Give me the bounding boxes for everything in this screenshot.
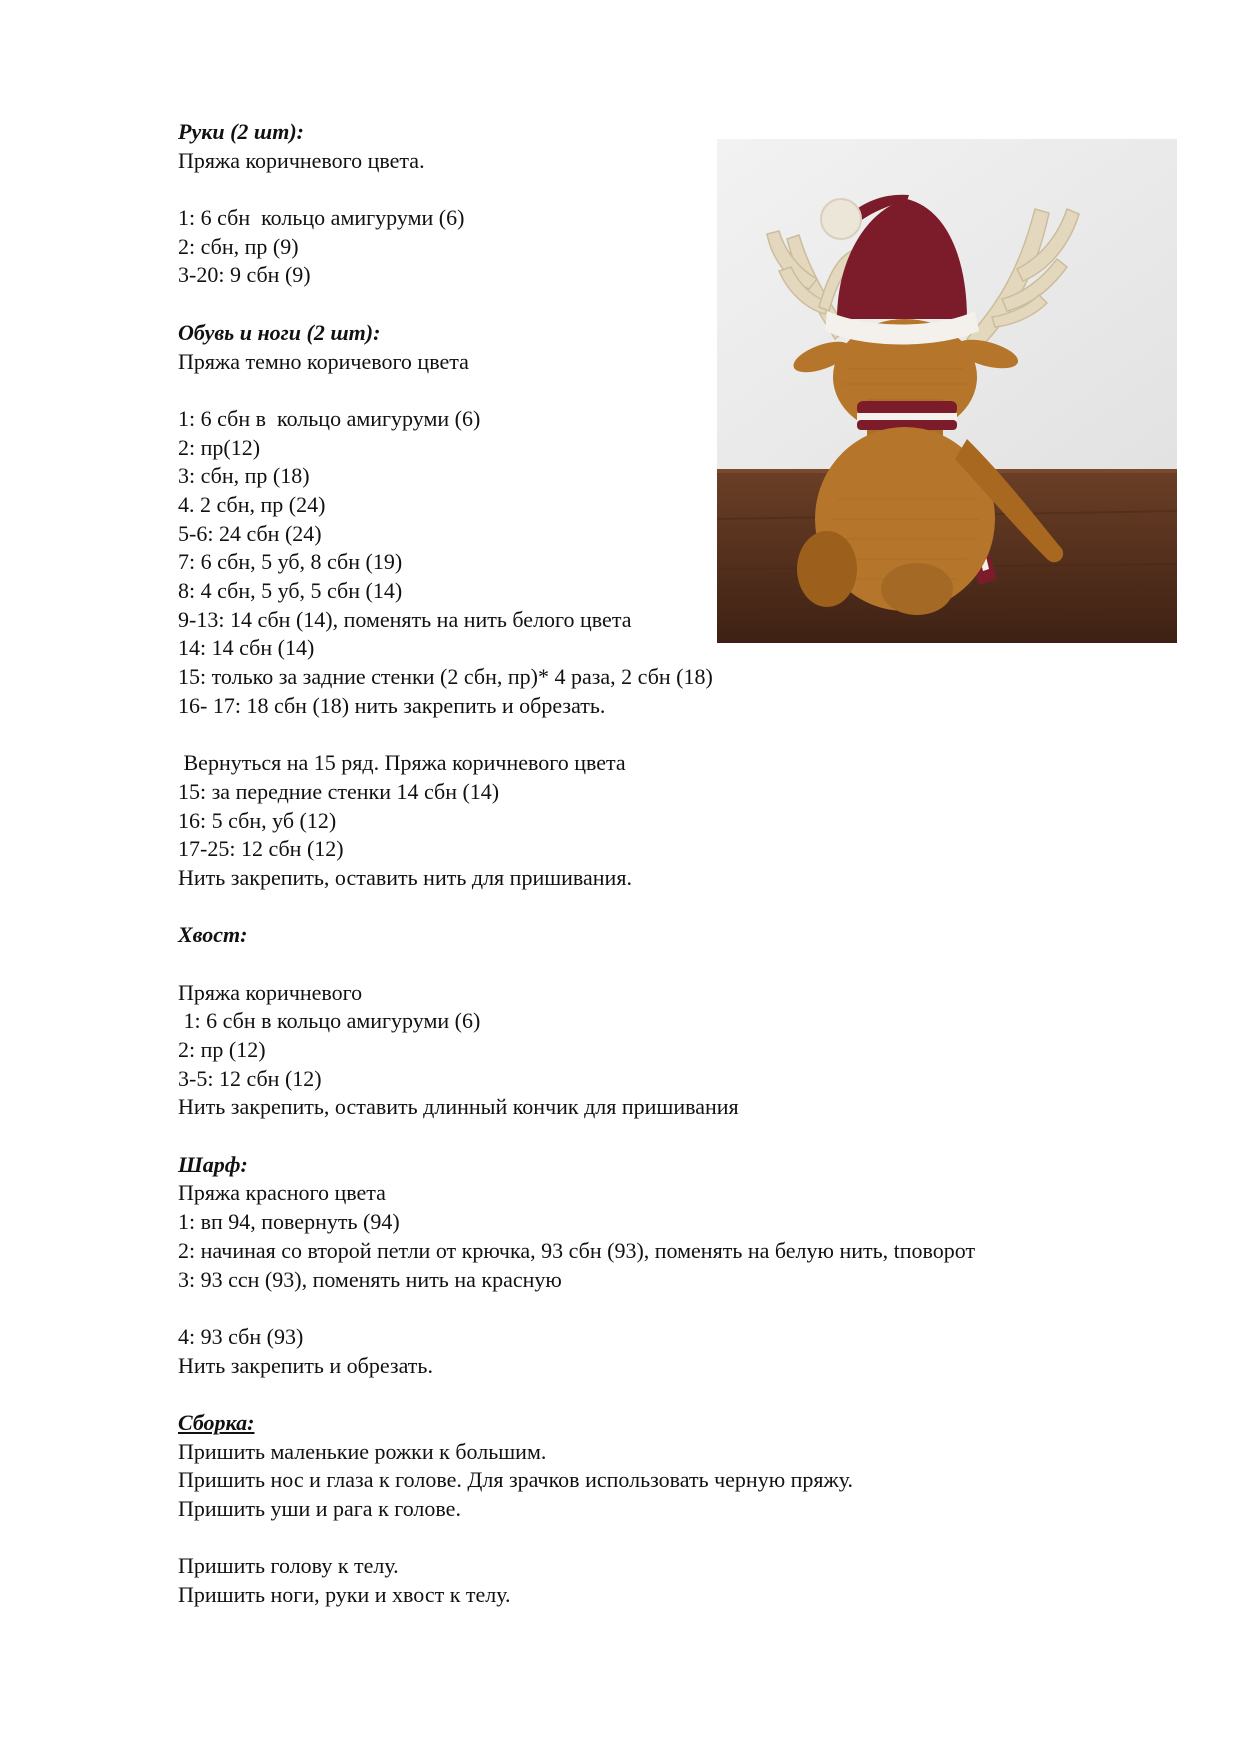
blank-line	[178, 1294, 1128, 1323]
text-line: 2: пр (12)	[178, 1037, 266, 1062]
text-line: Пришить уши и рага к голове.	[178, 1496, 461, 1521]
blank-line	[178, 1524, 1128, 1553]
text-line: Пришить голову к телу.	[178, 1553, 399, 1579]
text-line: 17-25: 12 сбн (12)	[178, 836, 344, 862]
text-line: Нить закрепить, оставить длинный кончик для пришивания	[178, 1094, 739, 1120]
reindeer-photo	[717, 139, 1177, 643]
section-heading-scarf: Шарф:	[178, 1151, 248, 1177]
text-line: 14: 14 сбн (14)	[178, 635, 315, 661]
text-line: Пришить маленькие рожки к большим.	[178, 1438, 547, 1464]
text-line: 2: сбн, пр (9)	[178, 233, 299, 259]
text-line: Пряжа красного цвета	[178, 1180, 386, 1206]
text-line: 16- 17: 18 сбн (18) нить закрепить и обрезать.	[178, 692, 606, 718]
text-line: 2: начиная со второй петли от крючка, 93 сбн (93), поменять на белую нить, tповорот	[178, 1237, 976, 1263]
text-line: Пряжа коричневого цвета.	[178, 147, 425, 173]
text-line: 15: за передние стенки 14 сбн (14)	[178, 778, 500, 804]
section-heading-tail: Хвост:	[178, 922, 248, 948]
blank-line	[178, 1122, 1128, 1151]
text-line: 3: 93 ссн (93), поменять нить на красную	[178, 1266, 562, 1292]
text-line: 3-5: 12 сбн (12)	[178, 1065, 322, 1091]
text-line: Нить закрепить и обрезать.	[178, 1352, 433, 1378]
text-line: 3: сбн, пр (18)	[178, 463, 310, 489]
text-line: 2: пр(12)	[178, 434, 261, 460]
text-line: 7: 6 сбн, 5 уб, 8 сбн (19)	[178, 549, 403, 575]
text-line: 4: 93 сбн (93)	[178, 1323, 304, 1349]
text-line: 3-20: 9 сбн (9)	[178, 262, 311, 288]
section-heading-legs: Обувь и ноги (2 шт):	[178, 319, 381, 345]
blank-line	[178, 1380, 1128, 1409]
section-heading-arms: Руки (2 шт):	[178, 119, 305, 144]
text-line: 1: вп 94, повернуть (94)	[178, 1209, 400, 1235]
text-line: Вернуться на 15 ряд. Пряжа коричневого цвета	[178, 750, 626, 776]
text-line: Пришить нос и глаза к голове. Для зрачков использовать черную пряжу.	[178, 1467, 854, 1493]
text-line: Пришить ноги, руки и хвост к телу.	[178, 1582, 511, 1608]
text-line: Нить закрепить, оставить нить для пришивания.	[178, 864, 632, 890]
text-line: 5-6: 24 сбн (24)	[178, 520, 322, 546]
text-line: 1: 6 сбн в кольцо амигуруми (6)	[178, 405, 481, 431]
text-line: 16: 5 сбн, уб (12)	[178, 807, 337, 833]
blank-line	[178, 893, 1128, 922]
blank-line	[178, 720, 1128, 749]
text-line: 15: только за задние стенки (2 сбн, пр)* 4 раза, 2 сбн (18)	[178, 664, 713, 690]
text-line: Пряжа темно коричевого цвета	[178, 348, 469, 374]
text-line: 4. 2 сбн, пр (24)	[178, 491, 326, 517]
text-line: 1: 6 сбн кольцо амигуруми (6)	[178, 205, 465, 231]
text-line: 8: 4 сбн, 5 уб, 5 сбн (14)	[178, 578, 403, 603]
section-heading-assembly: Сборка:	[178, 1409, 255, 1435]
text-line: 1: 6 сбн в кольцо амигуруми (6)	[178, 1008, 481, 1034]
text-line: 9-13: 14 сбн (14), поменять на нить белого цвета	[178, 606, 632, 632]
blank-line	[178, 950, 1128, 979]
text-line: Пряжа коричневого	[178, 979, 363, 1005]
